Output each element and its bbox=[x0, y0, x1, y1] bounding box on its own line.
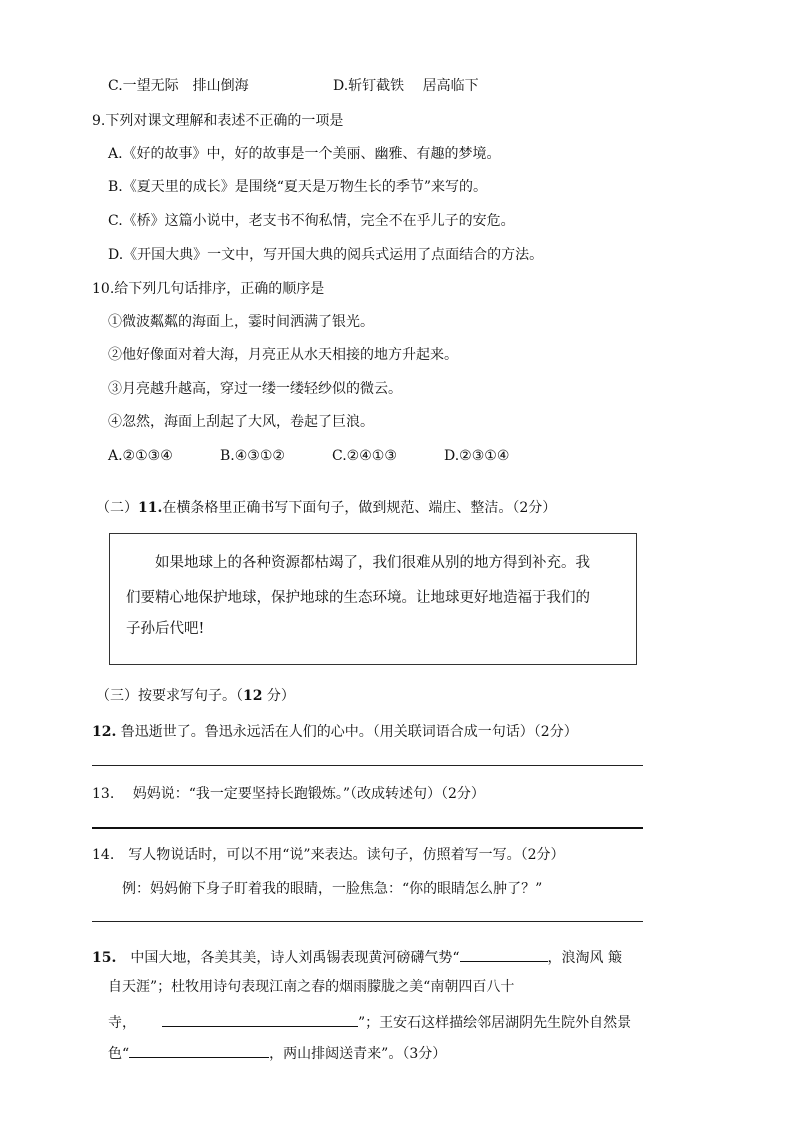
copy-sentence-box bbox=[109, 533, 637, 665]
copy-box-line-2: 们要精心地保护地球，保护地球的生态环境。让地球更好地造福于我们的 bbox=[126, 590, 590, 606]
q11-text: 在横条格里正确书写下面句子，做到规范、端庄、整洁。（2分） bbox=[162, 500, 557, 516]
q15-blank-1[interactable] bbox=[460, 947, 548, 962]
q10-option-d: D.②③①④ bbox=[444, 448, 510, 464]
q13-text: 13. 妈妈说：“我一定要坚持长跑锻炼。”（改成转述句）（2分） bbox=[92, 786, 485, 802]
section3-heading bbox=[96, 687, 295, 705]
q10-option-a: A.②①③④ bbox=[108, 448, 173, 464]
q15-line-4 bbox=[108, 1043, 446, 1063]
q14-example: 例：妈妈俯下身子盯着我的眼睛，一脸焦急：“你的眼睛怎么肿了？” bbox=[122, 881, 543, 897]
q8-option-d: D.斩钉截铁 居高临下 bbox=[333, 78, 479, 94]
q15-text-3b: ”；王安石这样描绘邻居湖阴先生院外自然景 bbox=[358, 1015, 632, 1031]
q15-blank-3[interactable] bbox=[129, 1043, 269, 1058]
q12-answer-line[interactable] bbox=[92, 765, 643, 766]
q15-line-2: 自天涯”；杜牧用诗句表现江南之春的烟雨朦胧之美“南朝四百八十 bbox=[108, 979, 515, 995]
copy-box-line-1: 如果地球上的各种资源都枯竭了，我们很难从别的地方得到补充。我 bbox=[126, 555, 590, 571]
q9-option-c: C.《桥》这篇小说中，老支书不徇私情，完全不在乎儿子的安危。 bbox=[108, 213, 515, 229]
q12-line bbox=[92, 723, 578, 741]
section3-suffix: 分） bbox=[262, 688, 295, 704]
q9-option-a: A.《好的故事》中，好的故事是一个美丽、幽雅、有趣的梦境。 bbox=[108, 146, 501, 162]
section2-prefix: （二） bbox=[96, 500, 138, 516]
q15-text-3a: 寺， bbox=[108, 1015, 136, 1031]
q15-line-3 bbox=[108, 1012, 631, 1032]
q10-stem: 10.给下列几句话排序，正确的顺序是 bbox=[92, 281, 325, 297]
q14-answer-line[interactable] bbox=[92, 921, 643, 922]
q12-number: 12. bbox=[92, 724, 117, 740]
q15-text-1a: 中国大地，各美其美，诗人刘禹锡表现黄河磅礴气势“ bbox=[116, 950, 460, 966]
q9-option-d: D.《开国大典》一文中，写开国大典的阅兵式运用了点面结合的方法。 bbox=[108, 247, 544, 263]
section2-heading bbox=[96, 499, 556, 517]
section3-points: 12 bbox=[243, 688, 263, 704]
q9-stem: 9.下列对课文理解和表述不正确的一项是 bbox=[92, 113, 344, 129]
q8-option-c: C.一望无际 排山倒海 bbox=[108, 78, 249, 94]
q10-sentence-4: ④忽然，海面上刮起了大风，卷起了巨浪。 bbox=[108, 414, 374, 430]
q14-text: 14. 写人物说话时，可以不用“说”来表达。读句子，仿照着写一写。（2分） bbox=[92, 847, 565, 863]
q10-option-c: C.②④①③ bbox=[332, 448, 397, 464]
q10-sentence-1: ①微波粼粼的海面上，霎时间洒满了银光。 bbox=[108, 314, 374, 330]
q10-sentence-2: ②他好像面对着大海，月亮正从水天相接的地方升起来。 bbox=[108, 347, 458, 363]
q10-option-b: B.④③①② bbox=[220, 448, 285, 464]
q10-sentence-3: ③月亮越升越高，穿过一缕一缕轻纱似的微云。 bbox=[108, 381, 402, 397]
q13-answer-line[interactable] bbox=[92, 827, 643, 829]
section3-text: （三）按要求写句子。（ bbox=[96, 688, 243, 704]
q15-text-1b: ，浪淘风 簸 bbox=[547, 950, 622, 966]
q15-number: 15. bbox=[92, 950, 117, 966]
q11-number: 11. bbox=[138, 500, 163, 516]
q15-blank-2[interactable] bbox=[162, 1012, 358, 1027]
q12-text: 鲁迅逝世了。鲁迅永远活在人们的心中。（用关联词语合成一句话）（2分） bbox=[116, 724, 578, 740]
copy-box-line-3: 子孙后代吧! bbox=[126, 621, 205, 637]
q15-text-4a: 色“ bbox=[108, 1046, 130, 1062]
q15-text-4b: ，两山排闼送青来”。（3分） bbox=[269, 1046, 447, 1062]
q15-line-1 bbox=[92, 947, 622, 967]
q9-option-b: B.《夏天里的成长》是围绕“夏天是万物生长的季节”来写的。 bbox=[108, 179, 488, 195]
